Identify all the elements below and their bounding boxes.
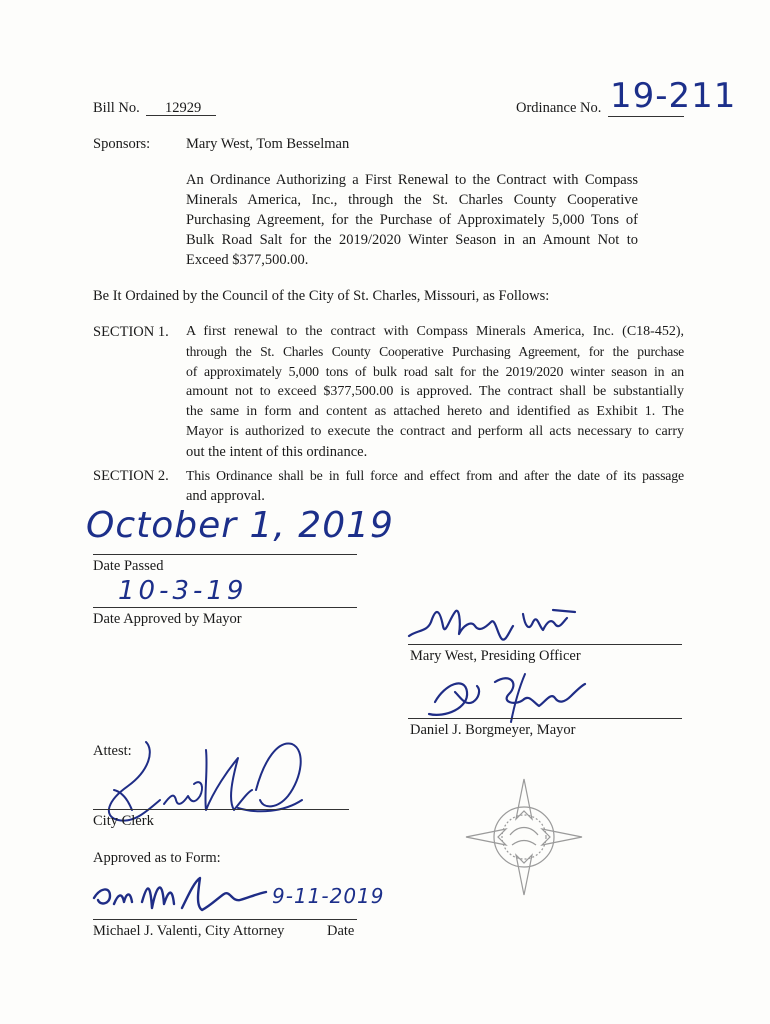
city-clerk-line [93,809,349,810]
ordinance-number-underline [608,116,684,117]
date-approved-handwritten: 10-3-19 [118,576,248,606]
mayor-line [408,718,682,719]
approved-as-to-form-label: Approved as to Form: [93,850,221,866]
city-attorney-name: Michael J. Valenti, City Attorney [93,923,285,939]
title-line: An Ordinance Authorizing a First Renewal to the Contract with Compass [186,172,638,188]
date-passed-line [93,554,357,555]
section-line: through the St. Charles County Cooperative Purchasing Agreement, for the purchase [186,344,684,359]
title-line: Minerals America, Inc., through the St. Charles County Cooperative [186,192,638,208]
bill-number: 12929 [165,100,202,116]
title-line: Exceed $377,500.00. [186,252,309,268]
section-line: amount not to exceed $377,500.00 is approved. The contract shall be substantially [186,384,684,399]
ordinance-label: Ordinance No. [516,100,602,116]
city-clerk-label: City Clerk [93,813,154,829]
section-line: out the intent of this ordinance. [186,444,368,460]
sponsors-names: Mary West, Tom Besselman [186,136,350,152]
title-line: Bulk Road Salt for the 2019/2020 Winter Season in an Amount Not to [186,232,638,248]
title-line: Purchasing Agreement, for the Purchase of Approximately 5,000 Tons of [186,212,638,228]
bill-number-underline [146,115,216,116]
section-1-label: SECTION 1. [93,324,169,340]
mayor-name: Daniel J. Borgmeyer, Mayor [410,722,576,738]
city-attorney-line [93,919,357,920]
section-2-label: SECTION 2. [93,468,169,484]
section-line: the same in form and content as attached hereto and identified as Exhibit 1. The [186,404,684,419]
attest-label: Attest: [93,743,132,759]
date-approved-label: Date Approved by Mayor [93,611,242,627]
city-seal-emblem [462,775,586,899]
section-line: This Ordinance shall be in full force and effect from and after the date of its passage [186,468,684,483]
bill-label: Bill No. [93,100,140,116]
section-line: A first renewal to the contract with Compass Minerals America, Inc. (C18-452), [186,324,684,339]
presiding-officer-line [408,644,682,645]
date-passed-label: Date Passed [93,558,164,574]
date-approved-line [93,607,357,608]
presiding-officer-name: Mary West, Presiding Officer [410,648,581,664]
enactment-clause: Be It Ordained by the Council of the City of St. Charles, Missouri, as Follows: [93,288,550,304]
ordinance-number-handwritten: 19-211 [610,76,737,116]
section-line: of approximately 5,000 tons of bulk road salt for the 2019/2020 winter season in an [186,364,684,379]
section-line: and approval. [186,488,265,504]
attorney-date-handwritten: 9-11-2019 [272,884,385,908]
sponsors-label: Sponsors: [93,136,151,152]
section-line: Mayor is authorized to execute the contract and perform all acts necessary to carry [186,424,684,439]
date-passed-handwritten: October 1, 2019 [86,505,394,546]
attorney-date-label: Date [327,923,355,939]
